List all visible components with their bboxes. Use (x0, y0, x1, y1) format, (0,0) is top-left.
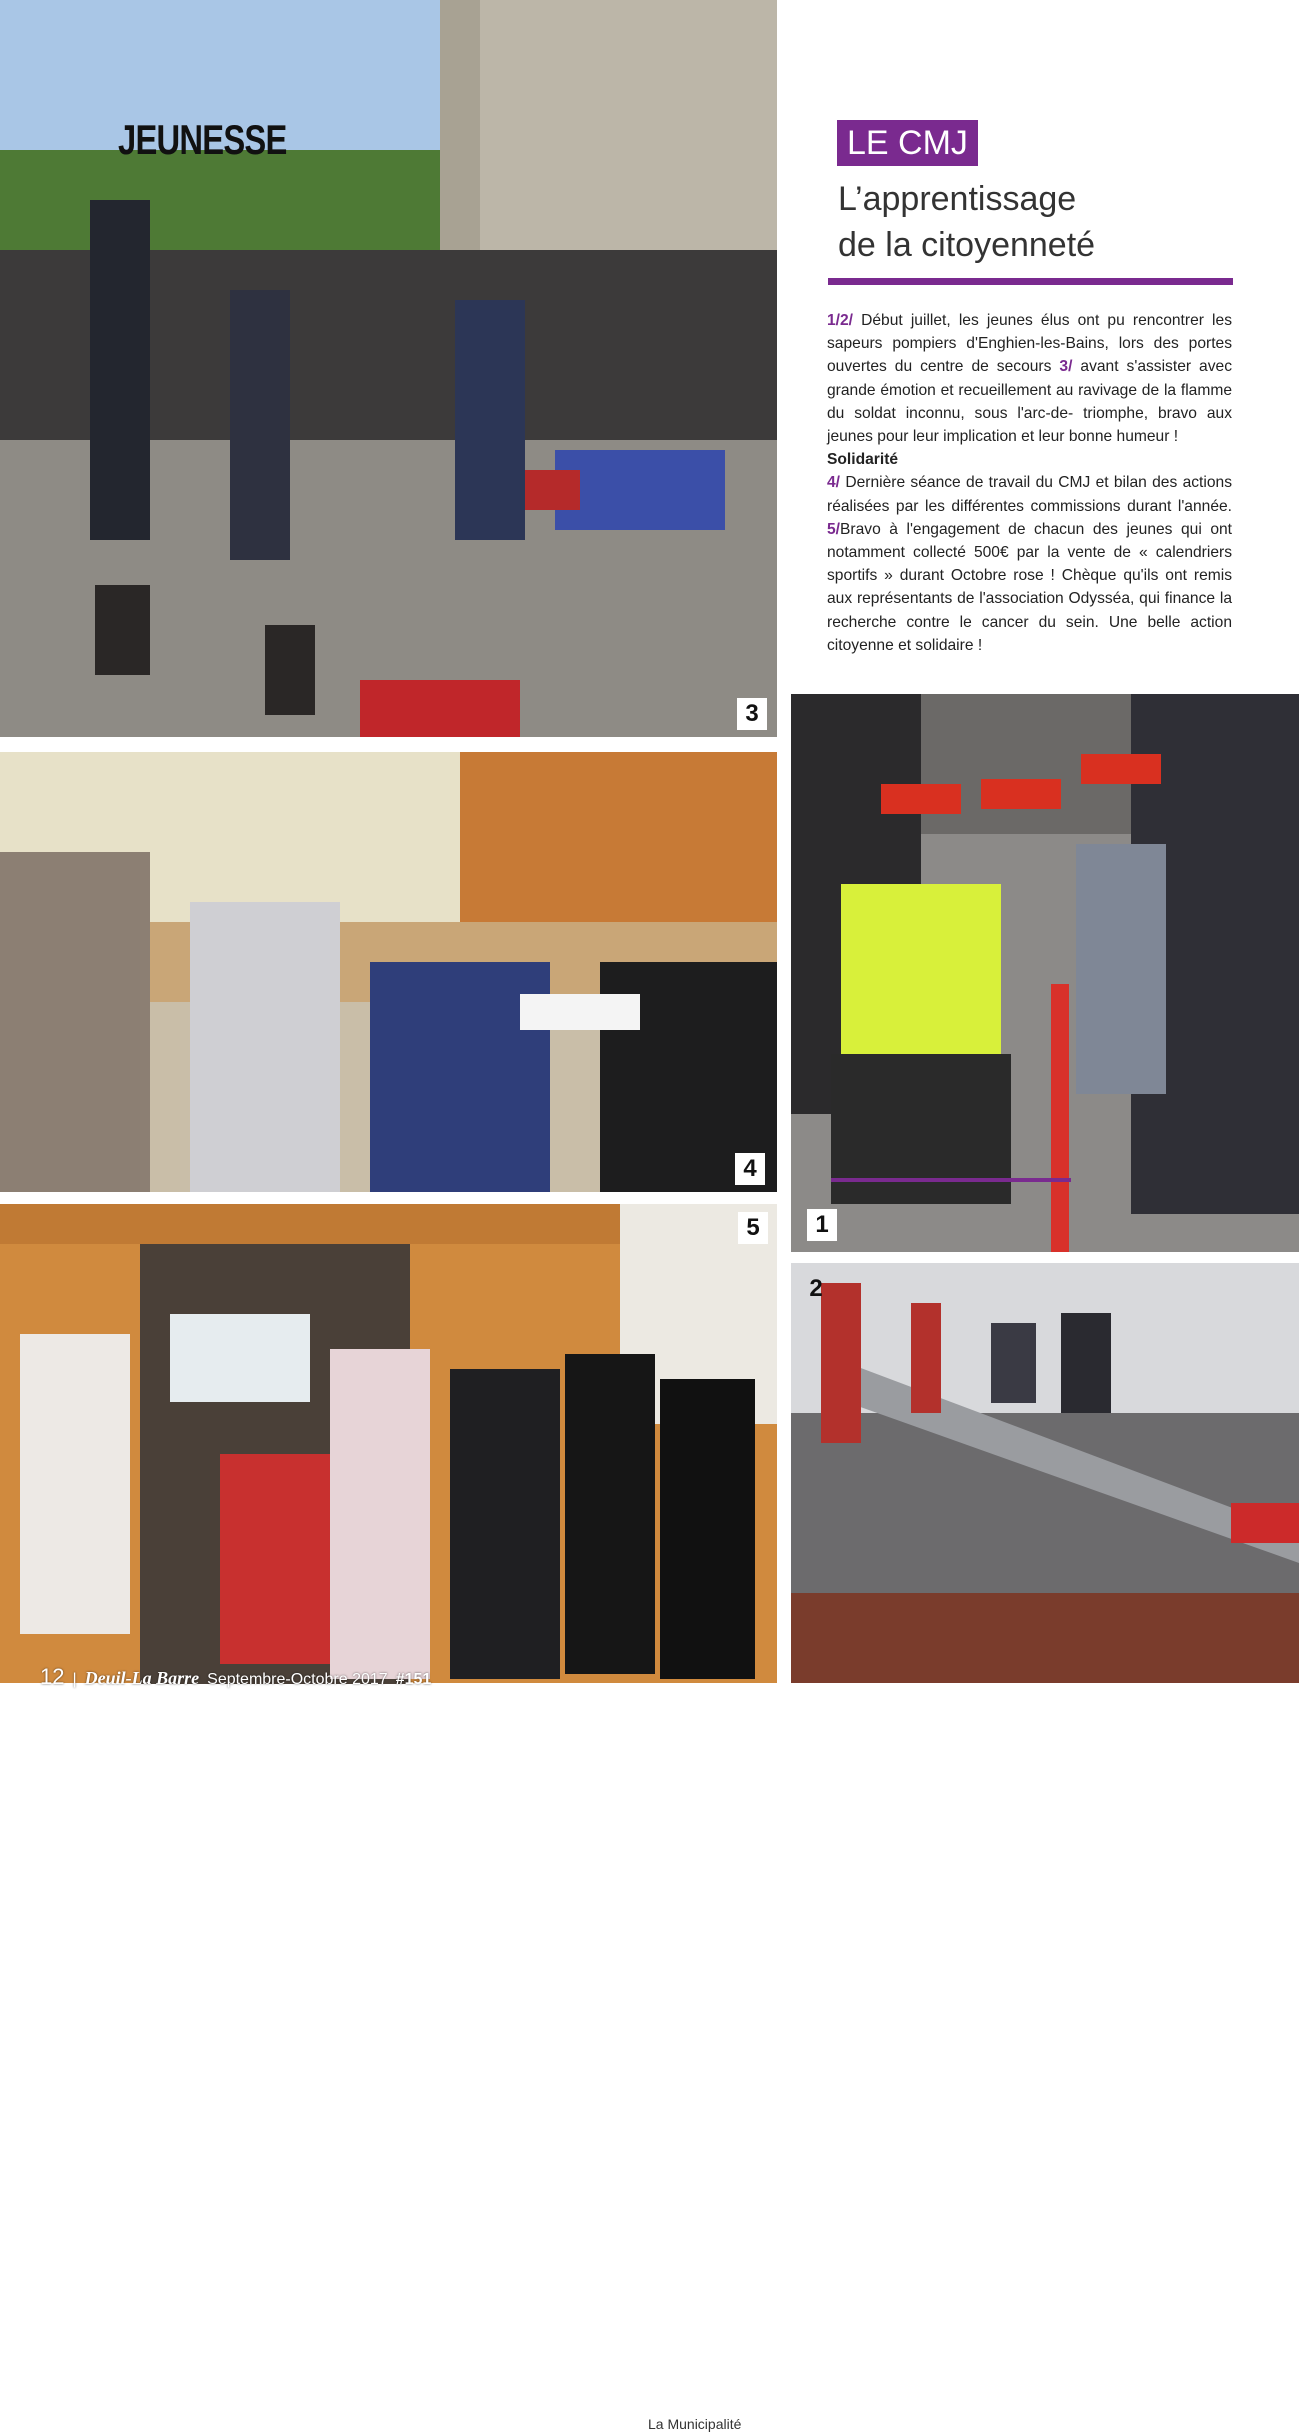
photo-ref-1-2: 1/2/ (827, 312, 854, 329)
photo-number-badge: 3 (737, 698, 767, 730)
page-number: 12 (40, 1664, 65, 1689)
photo-cmj-meeting-image (0, 752, 777, 1192)
page-footer (40, 1664, 432, 1689)
article-paragraph-2 (827, 471, 1232, 657)
photo-ref-5: 5/ (827, 520, 841, 538)
paragraph-text: Bravo à l'engagement de chacun des jeunes qui ont notamment collecté 500€ par la vente de « calendriers sportifs » durant Octobre rose ! Chèque qu'ils ont remis aux représentants de l'association Odysséa, qui finance la recherche contre le cancer du sein. Une belle action citoyenne et solidaire ! (827, 520, 1232, 654)
photo-cmj-meeting (0, 752, 777, 1192)
headline-rule (828, 278, 1233, 285)
footer-separator: | (72, 1671, 77, 1688)
photo-firefighters-hose-image (791, 694, 1299, 1252)
municipality-board-title: La Municipalité (648, 2416, 742, 2432)
article-body (827, 309, 1232, 657)
paragraph-text: Début juillet, les jeunes élus ont pu rencontrer les sapeurs pompiers d'Enghien-les-Bains, lors des portes ouvertes du centre de secours (827, 312, 1232, 376)
article-subheading: Solidarité (827, 451, 899, 469)
photo-number-badge: 4 (735, 1153, 765, 1185)
photo-arc-de-triomphe-image (0, 0, 777, 737)
issue-date: Septembre-Octobre 2017 (207, 1671, 388, 1688)
headline-line-1: L’apprentissage (838, 180, 1077, 218)
article-tag: LE CMJ (837, 120, 978, 166)
photo-number-badge: 5 (738, 1212, 768, 1244)
photo-ladder-truck (791, 1263, 1299, 1683)
article-paragraph-1 (827, 309, 1232, 448)
photo-number-badge: 1 (807, 1209, 837, 1241)
photo-ref-3: 3/ (1059, 358, 1073, 376)
article-headline (838, 176, 1218, 268)
section-title: JEUNESSE (118, 116, 287, 163)
photo-firefighters-hose (791, 694, 1299, 1252)
issue-number: #151 (395, 1671, 432, 1688)
photo-arc-de-triomphe (0, 0, 777, 737)
paragraph-text: avant s'assister avec grande émotion et recueillement au ravivage de la flamme du soldat inconnu, sous l'arc-de- triomphe, bravo aux jeunes pour leur implication et leur bonne humeur ! (827, 358, 1232, 446)
photo-cheque-odyssea (0, 1204, 777, 2432)
photo-number-badge: 2 (809, 1275, 823, 1302)
photo-ref-4: 4/ (827, 474, 841, 492)
magazine-name: Deuil-La Barre (84, 1668, 200, 1688)
photo-cheque-odyssea-image (0, 1204, 777, 1683)
photo-ladder-truck-image (791, 1263, 1299, 1683)
paragraph-text: Dernière séance de travail du CMJ et bilan des actions réalisées par les différentes commissions durant l'année. (827, 474, 1232, 515)
headline-line-2: de la citoyenneté (838, 226, 1096, 264)
